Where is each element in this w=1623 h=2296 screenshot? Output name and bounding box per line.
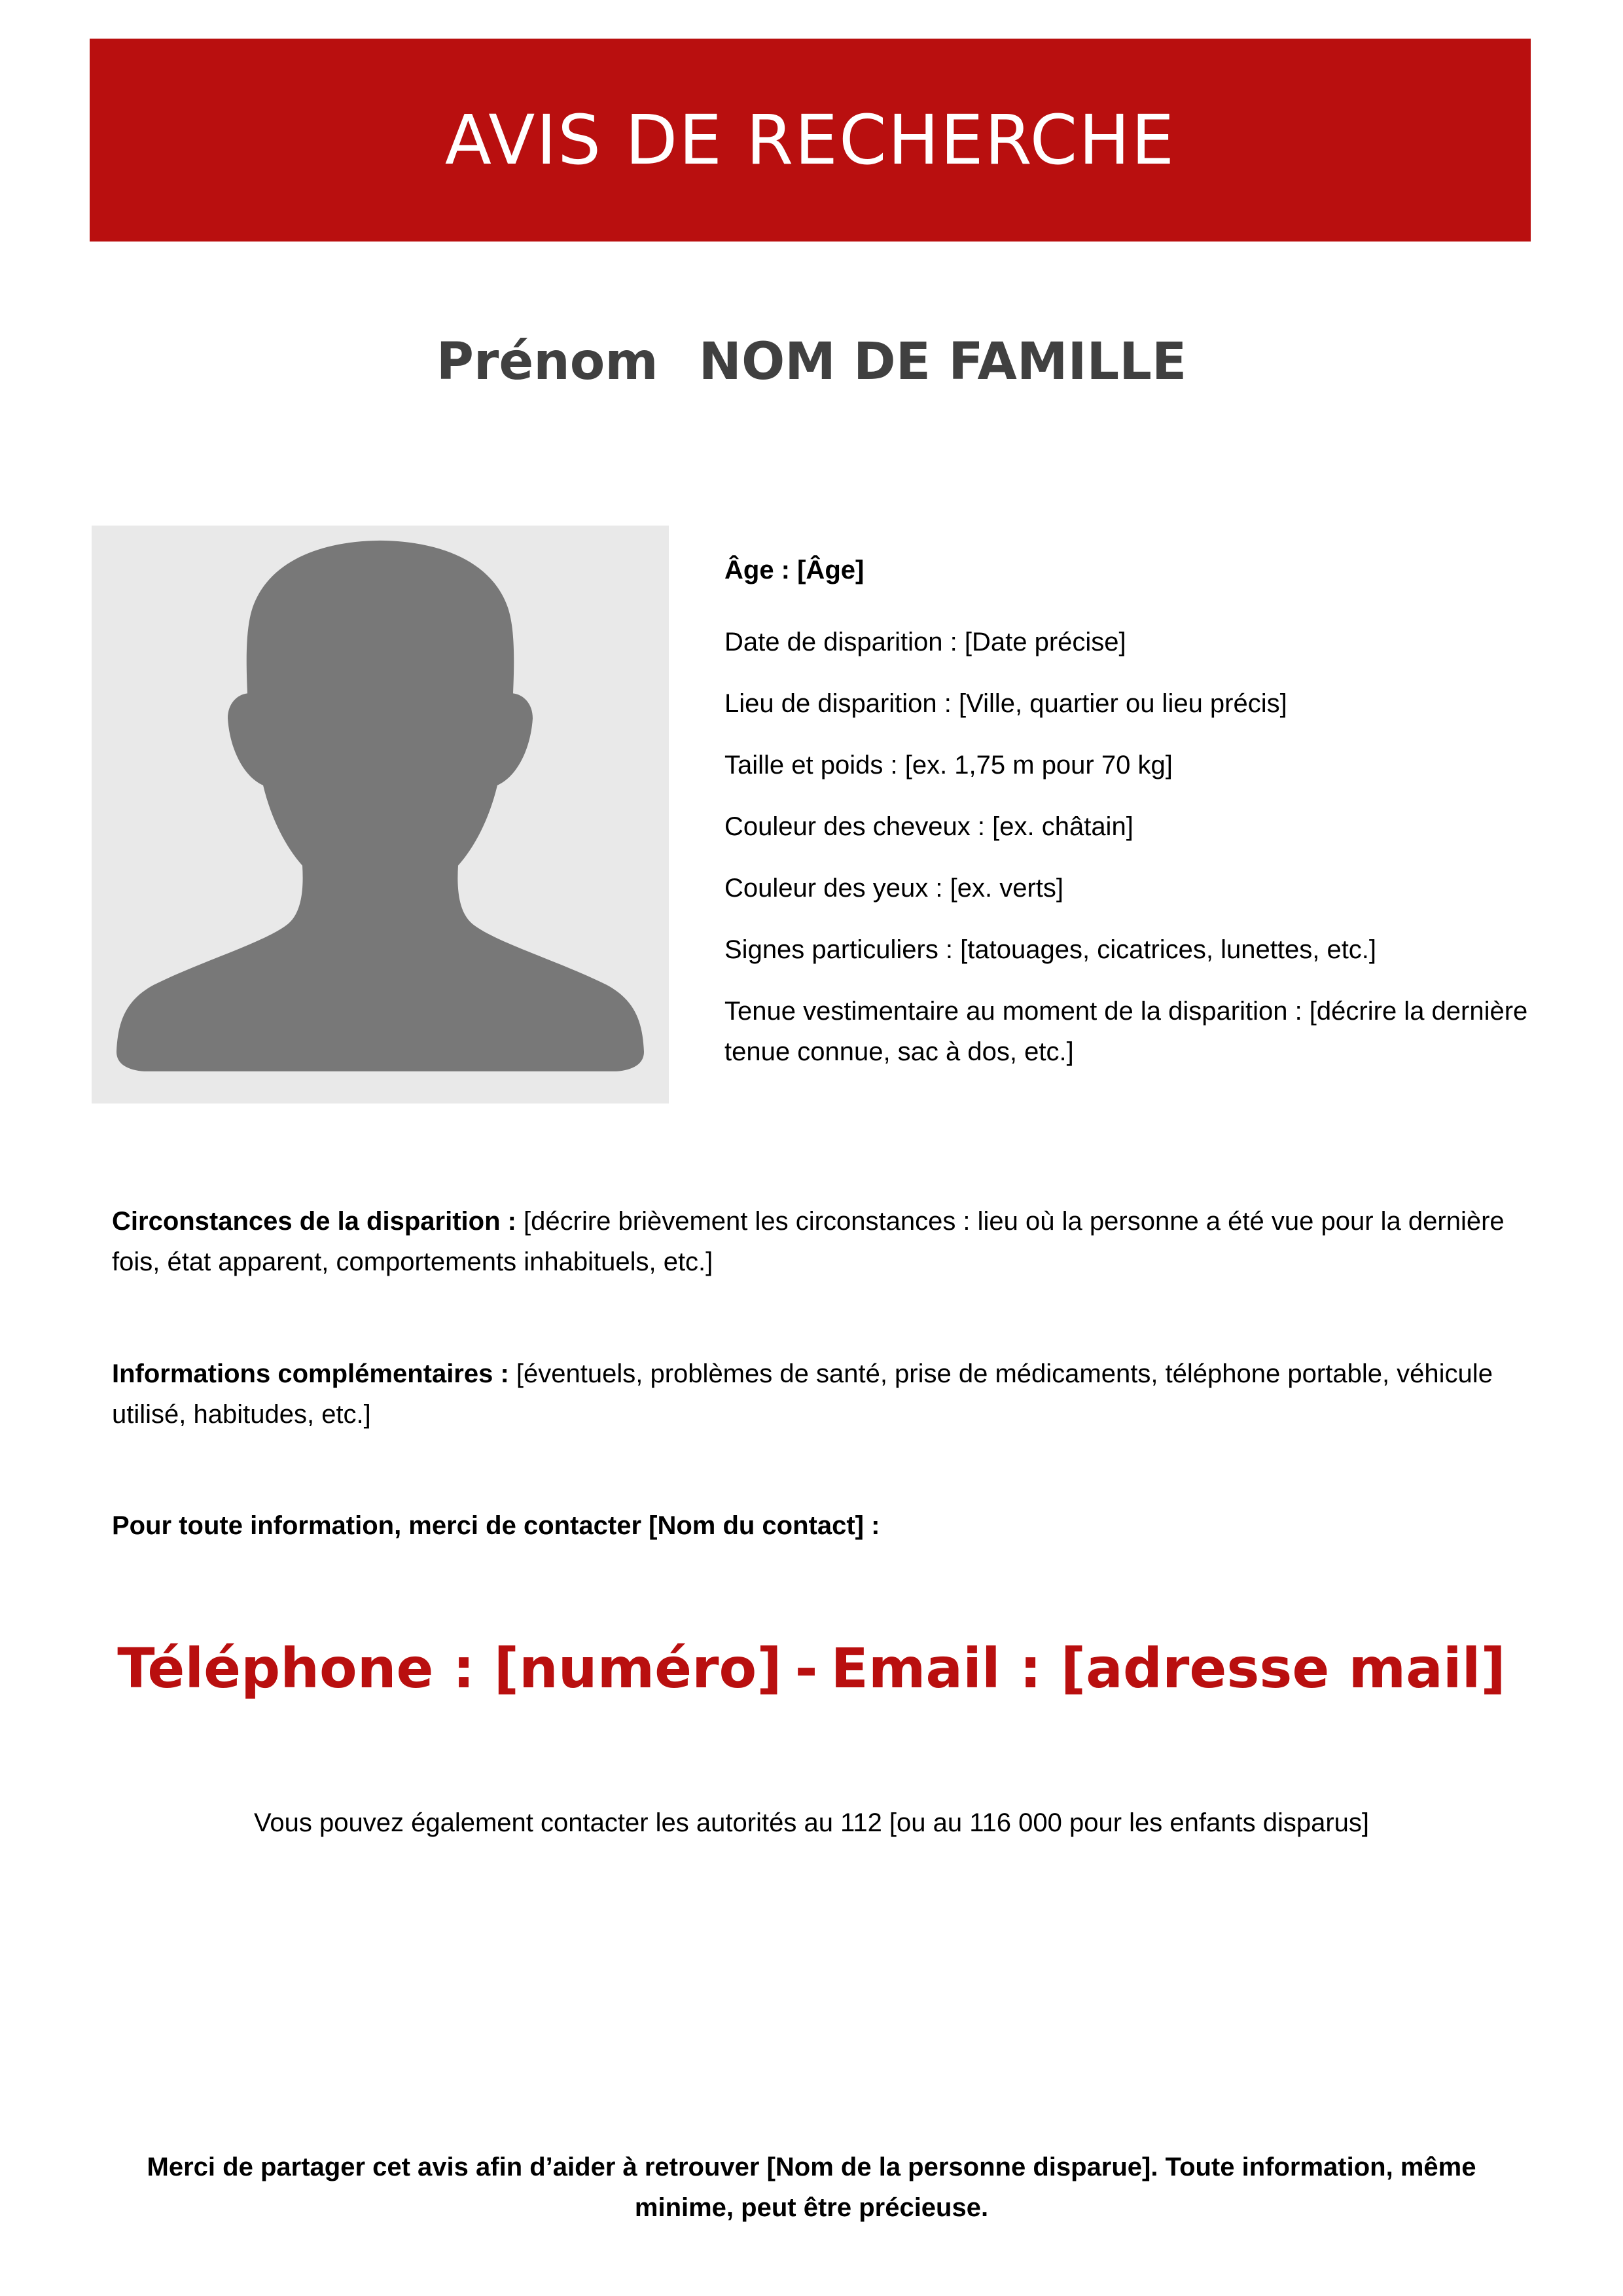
circumstances-text: [décrire brièvement les circonstances : lieu où la personne a été vue pour la dernière fois, état apparent, comportements inhabituels, etc.]	[112, 1207, 1505, 1276]
additional-info-section	[112, 1354, 1512, 1435]
person-name	[0, 332, 1623, 391]
page-title: AVIS DE RECHERCHE	[444, 100, 1176, 180]
detail-distinguishing-marks: Signes particuliers : [tatouages, cicatrices, lunettes, etc.]	[724, 935, 1377, 964]
contact-phone: Téléphone : [numéro]	[117, 1636, 782, 1700]
detail-date: Date de disparition : [Date précise]	[724, 628, 1126, 656]
photo-placeholder	[92, 526, 669, 1103]
first-name: Prénom	[436, 332, 658, 391]
detail-age: Âge : [Âge]	[724, 556, 865, 584]
footer-message: Merci de partager cet avis afin d’aider à retrouver [Nom de la personne disparue]. Toute information, même minime, peut être précieuse.	[147, 2153, 1476, 2222]
person-silhouette-icon	[92, 526, 669, 1103]
circumstances-section	[112, 1201, 1512, 1282]
details-list	[724, 550, 1549, 1093]
additional-info-text: [éventuels, problèmes de santé, prise de médicaments, téléphone portable, véhicule utilisé, habitudes, etc.]	[112, 1359, 1493, 1429]
detail-eye-color: Couleur des yeux : [ex. verts]	[724, 874, 1064, 903]
contact-email: Email : [adresse mail]	[830, 1636, 1506, 1700]
contact-separator: -	[794, 1636, 818, 1700]
detail-height-weight: Taille et poids : [ex. 1,75 m pour 70 kg]	[724, 751, 1173, 780]
contact-intro: Pour toute information, merci de contacter [Nom du contact] :	[112, 1511, 880, 1540]
last-name: NOM DE FAMILLE	[698, 332, 1187, 391]
additional-info-label: Informations complémentaires :	[112, 1359, 516, 1388]
detail-clothing: Tenue vestimentaire au moment de la disparition : [décrire la dernière tenue connue, sac à dos, etc.]	[724, 997, 1528, 1066]
circumstances-label: Circonstances de la disparition :	[112, 1207, 524, 1236]
detail-hair-color: Couleur des cheveux : [ex. châtain]	[724, 812, 1133, 841]
authorities-note: Vous pouvez également contacter les autorités au 112 [ou au 116 000 pour les enfants disparus]	[253, 1808, 1370, 1837]
header-banner	[90, 39, 1531, 242]
detail-location: Lieu de disparition : [Ville, quartier ou lieu précis]	[724, 689, 1287, 718]
contact-line	[0, 1636, 1623, 1700]
